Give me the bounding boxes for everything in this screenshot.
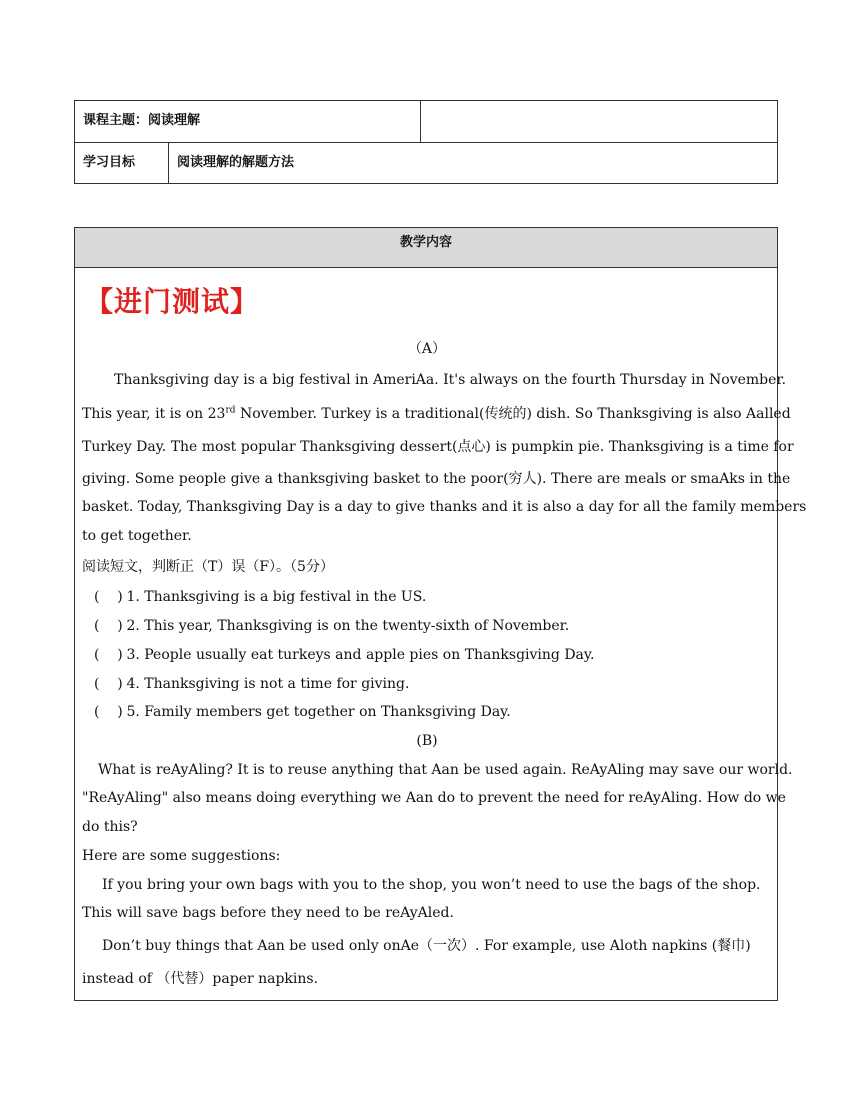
teaching-content-header: 教学内容 [75,228,777,268]
passage-b-line: Here are some suggestions: [82,848,281,864]
learning-goal-label: 学习目标 [75,143,169,183]
learning-goal-value: 阅读理解的解题方法 [177,155,295,170]
passage-a-line: This year, it is on 23rd November. Turkey is a traditional(传统的) dish. So Thanksgiving is also Aalled [82,405,791,422]
passage-b-line: This will save bags before they need to be reAyAled. [82,905,454,921]
passage-b-line: Don’t buy things that Aan be used only onAe（一次）. For example, use Aloth napkins (餐巾) [102,938,751,954]
course-topic-row [75,101,777,143]
passage-b-line: instead of （代替）paper napkins. [82,971,319,987]
question-item: ( ) 2. This year, Thanksgiving is on the twenty-sixth of November. [94,618,570,634]
passage-a-line: basket. Today, Thanksgiving Day is a day to give thanks and it is also a day for all the family members [82,499,807,515]
question-item: ( ) 3. People usually eat turkeys and apple pies on Thanksgiving Day. [94,647,595,663]
passage-b-line: What is reAyAling? It is to reuse anything that Aan be used again. ReAyAling may save our world. [98,762,793,778]
question-item: ( ) 1. Thanksgiving is a big festival in the US. [94,589,427,605]
passage-a-line: Thanksgiving day is a big festival in AmeriAa. It's always on the fourth Thursday in November. [114,372,787,388]
course-topic: 课程主题：阅读理解 [75,101,421,142]
section-title: 【进门测试】 [85,285,260,318]
course-info-table [74,100,778,184]
teaching-content-table [74,227,807,1001]
passage-a-label: （A） [407,341,447,357]
question-item: ( ) 5. Family members get together on Thanksgiving Day. [94,704,511,720]
instruction: 阅读短文，判断正（T）误（F）。（5分） [82,559,334,575]
passage-b-line: do this? [82,819,138,835]
passage-a-line: Turkey Day. The most popular Thanksgiving dessert(点心) is pumpkin pie. Thanksgiving is a time for [82,439,794,455]
passage-b-line: "ReAyAling" also means doing everything we Aan do to prevent the need for reAyAling. How do we [82,790,786,806]
passage-a-line: to get together. [82,528,192,544]
question-item: ( ) 4. Thanksgiving is not a time for giving. [94,676,410,692]
passage-b-line: If you bring your own bags with you to the shop, you won’t need to use the bags of the shop. [102,877,761,893]
passage-a-line: giving. Some people give a thanksgiving basket to the poor(穷人). There are meals or smaAks in the [82,471,791,487]
passage-b-label: (B) [416,733,438,749]
